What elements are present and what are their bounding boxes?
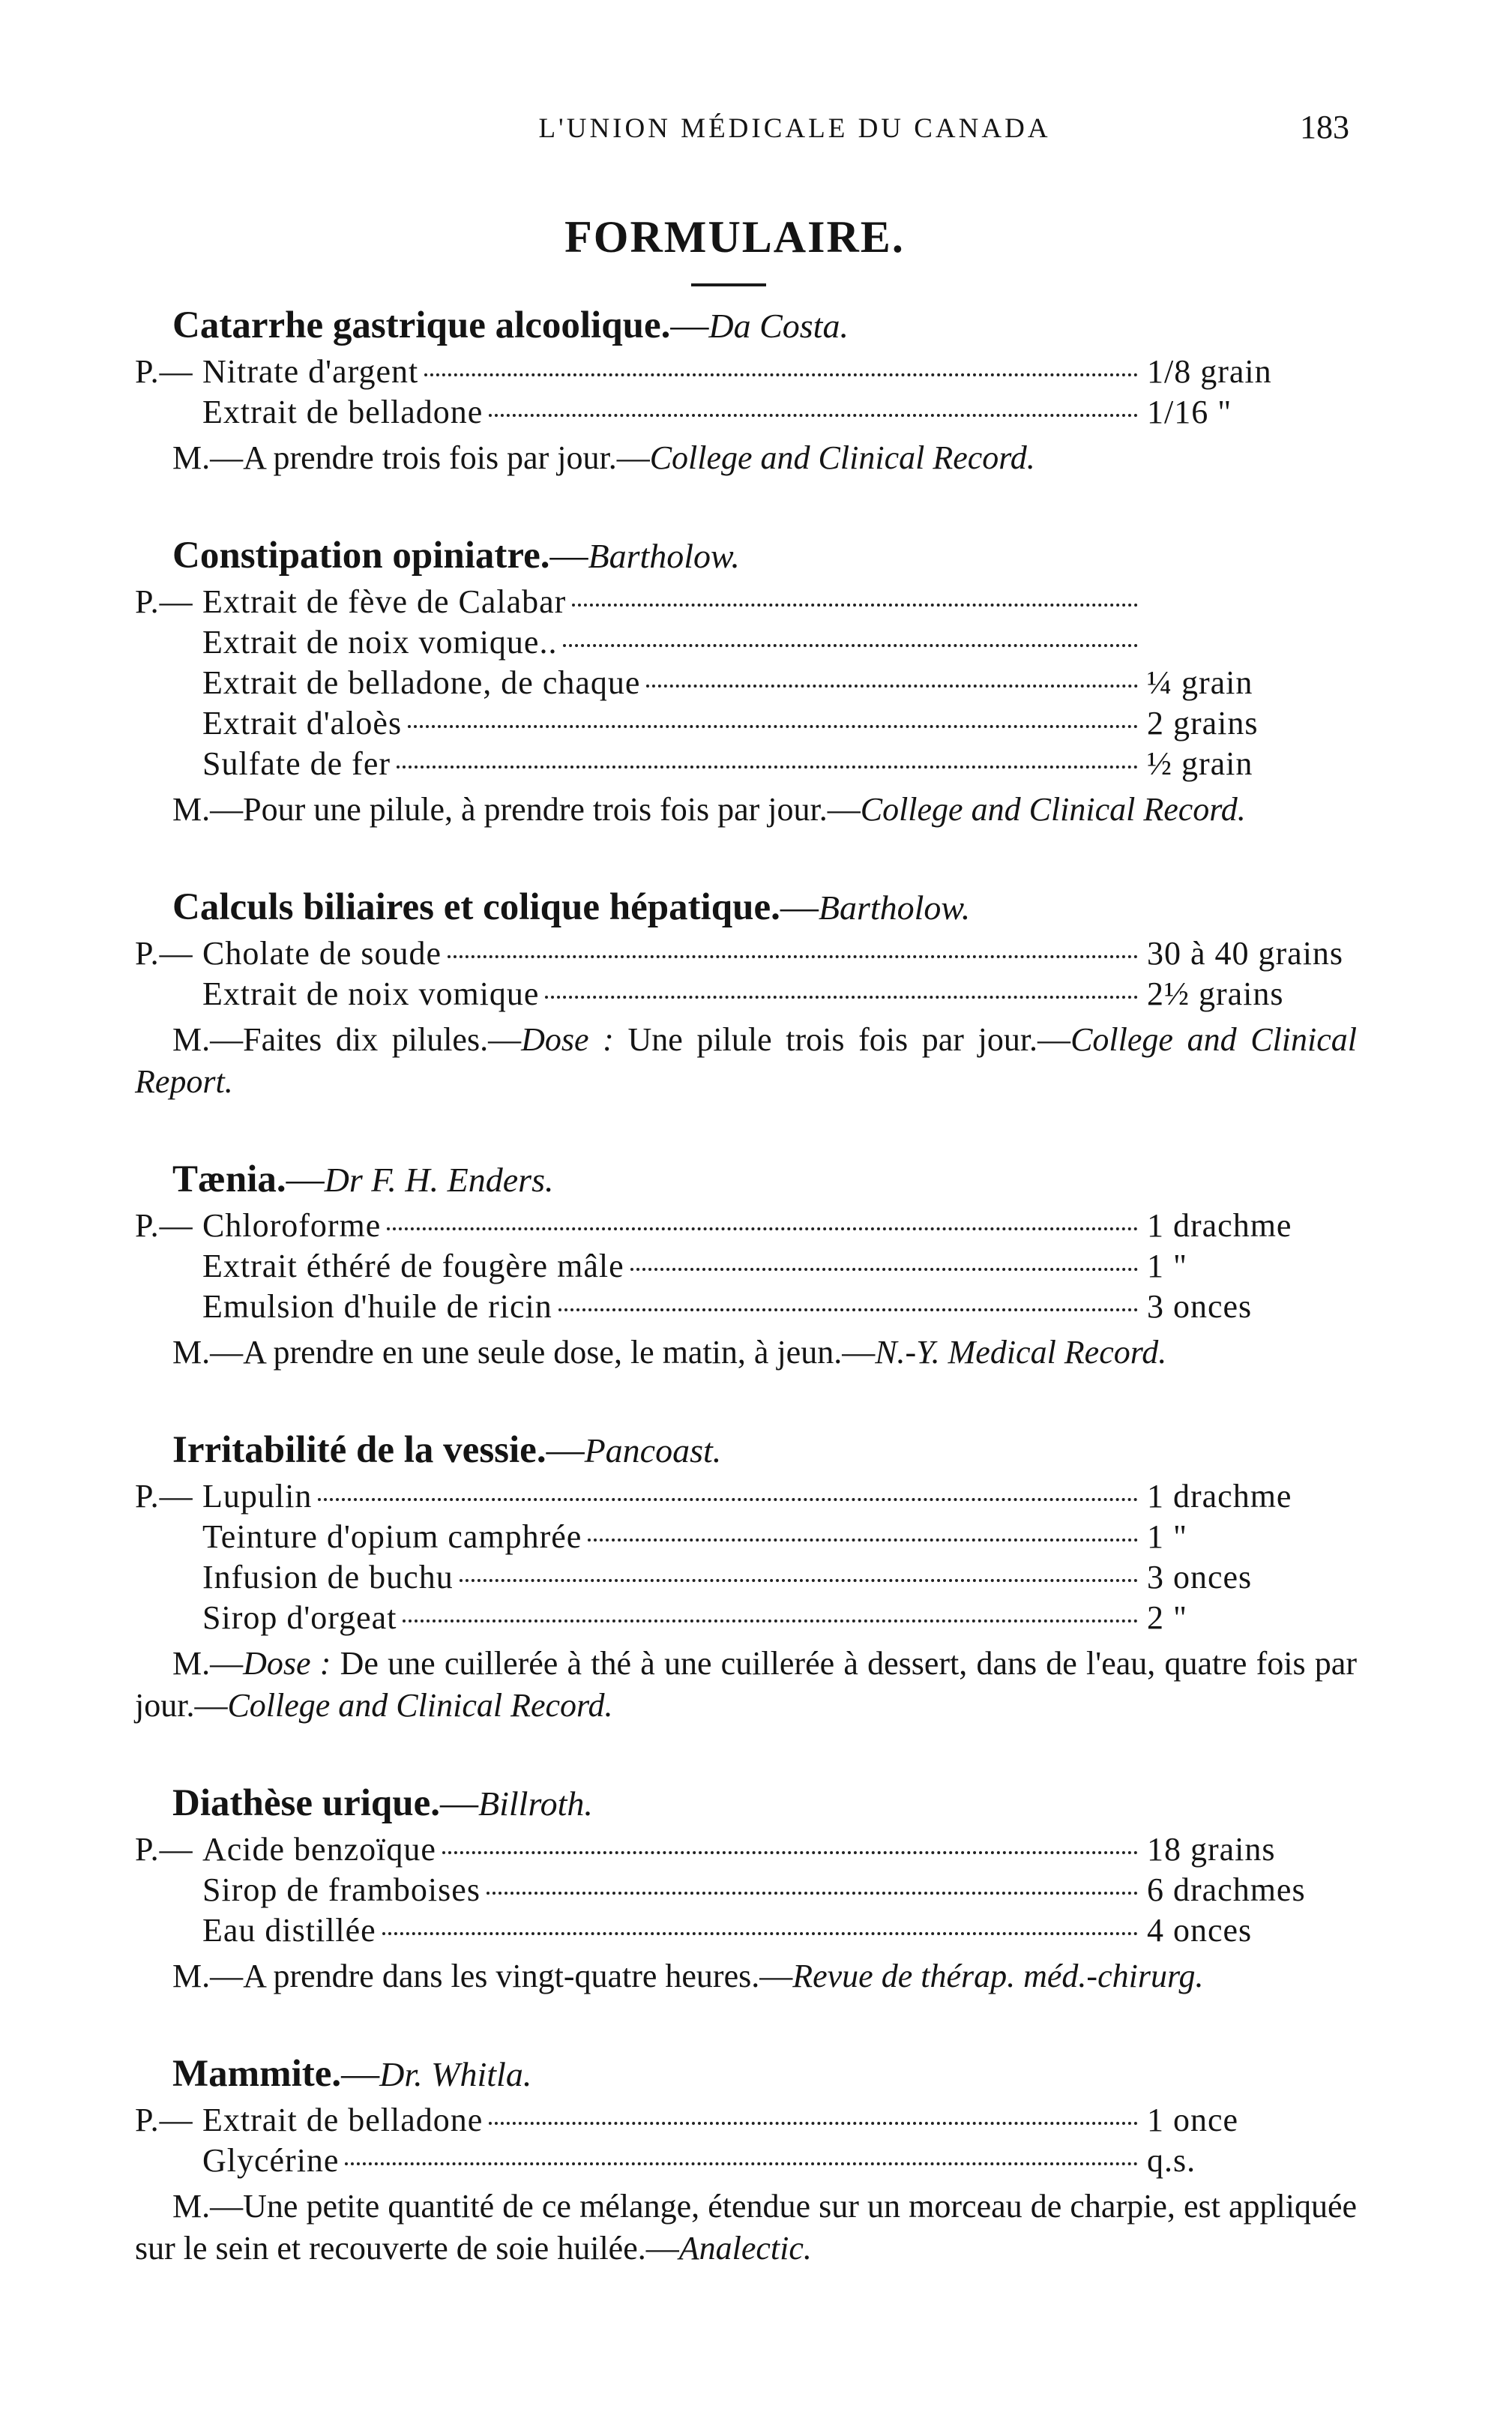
ingredient-quantity: 2½ grains <box>1147 975 1284 1012</box>
ingredient-name: Sirop de framboises <box>202 1871 481 1908</box>
ingredient-name: Teinture d'opium camphrée <box>202 1518 582 1555</box>
recipe <box>135 530 1357 831</box>
ingredient-row <box>135 1557 1357 1598</box>
ingredient-quantity: 4 onces <box>1147 1912 1253 1949</box>
recipe-name: Diathèse urique. <box>172 1782 440 1824</box>
leader-dots <box>408 725 1138 728</box>
ingredient-quantity: 1 drachme <box>1147 1478 1292 1515</box>
ingredient-quantity: 1/16 " <box>1147 394 1232 430</box>
ingredient-name: Eau distillée <box>202 1912 376 1949</box>
recipe-title: Catarrhe gastrique alcoolique.—Da Costa. <box>172 304 849 346</box>
recipe-author: Dr. Whitla. <box>379 2055 532 2093</box>
mix-prefix: M.— <box>172 1645 244 1682</box>
ingredient-prefix: P.— <box>135 935 193 972</box>
leader-dots <box>646 685 1138 688</box>
leader-dots <box>442 1851 1138 1854</box>
ingredient-name: Emulsion d'huile de ricin <box>202 1288 552 1325</box>
ingredient-quantity: 1 drachme <box>1147 1207 1292 1244</box>
ingredient-name: Extrait de noix vomique.. <box>202 624 558 661</box>
leader-dots <box>545 996 1138 999</box>
journal-title: L'UNION MÉDICALE DU CANADA <box>538 113 1051 144</box>
ingredient-row <box>135 1206 1357 1246</box>
leader-dots <box>487 1892 1138 1895</box>
ingredient-quantity: 1/8 grain <box>1147 353 1272 390</box>
ingredient-name: Lupulin <box>202 1478 313 1515</box>
leader-dots <box>630 1268 1138 1271</box>
ingredient-row <box>135 933 1357 974</box>
ingredient-quantity: 1 " <box>1147 1518 1187 1555</box>
leader-dots <box>448 955 1138 958</box>
ingredient-row <box>135 392 1357 433</box>
leader-dots <box>489 414 1138 417</box>
source-citation: Analectic. <box>678 2230 812 2267</box>
dose-text: Une pilule trois fois par jour.— <box>613 1021 1071 1058</box>
recipe-name: Calculs biliaires et colique hépatique. <box>172 886 780 928</box>
title-rule <box>691 283 766 286</box>
mix-text: Pour une pilule, à prendre trois fois par jour.— <box>243 791 861 828</box>
ingredient-row <box>135 703 1357 744</box>
recipe-name: Constipation opiniatre. <box>172 535 550 577</box>
ingredient-quantity: ½ grain <box>1147 745 1253 782</box>
ingredient-quantity: 6 drachmes <box>1147 1871 1306 1908</box>
recipe-author: Dr F. H. Enders. <box>324 1161 554 1199</box>
ingredient-row <box>135 2141 1357 2181</box>
ingredient-quantity: 1 once <box>1147 2102 1239 2138</box>
source-citation: College and Clinical Record. <box>649 439 1035 476</box>
ingredient-quantity: 2 " <box>1147 1599 1187 1636</box>
ingredient-prefix: P.— <box>135 353 193 390</box>
ingredient-row <box>135 1598 1357 1638</box>
mixing-instructions <box>135 789 1357 831</box>
ingredient-row <box>135 663 1357 703</box>
mix-prefix: M.— <box>172 1958 244 1994</box>
ingredient-row <box>135 1829 1357 1870</box>
section-title: FORMULAIRE. <box>564 212 905 262</box>
ingredient-row <box>135 744 1357 784</box>
mixing-instructions <box>135 1332 1357 1374</box>
dose-label: Dose : <box>243 1645 331 1682</box>
ingredient-name: Extrait de belladone <box>202 394 484 430</box>
recipe-author: Pancoast. <box>584 1431 722 1470</box>
recipe-author: Da Costa. <box>708 307 849 345</box>
ingredient-name: Infusion de buchu <box>202 1559 454 1596</box>
ingredient-quantity: 2 grains <box>1147 705 1259 742</box>
ingredient-row <box>135 974 1357 1014</box>
mix-text: A prendre dans les vingt-quatre heures.— <box>243 1958 793 1994</box>
mix-text: A prendre en une seule dose, le matin, à jeun.— <box>243 1334 876 1371</box>
ingredient-quantity: 18 grains <box>1147 1831 1276 1868</box>
recipe-author: Billroth. <box>478 1784 593 1823</box>
leader-dots <box>424 373 1138 376</box>
mix-prefix: M.— <box>172 1021 244 1058</box>
ingredient-name: Extrait de belladone, de chaque <box>202 664 641 701</box>
ingredient-name: Extrait éthéré de fougère mâle <box>202 1248 624 1284</box>
recipe-title: Constipation opiniatre.—Bartholow. <box>172 535 740 577</box>
ingredient-quantity: 1 " <box>1147 1248 1187 1284</box>
ingredient-row <box>135 1517 1357 1557</box>
leader-dots <box>588 1539 1138 1542</box>
source-citation: Revue de thérap. méd.-chirurg. <box>792 1958 1204 1994</box>
ingredient-prefix: P.— <box>135 1831 193 1868</box>
leader-dots <box>572 604 1138 607</box>
leader-dots <box>563 644 1138 647</box>
recipe <box>135 300 1357 479</box>
ingredient-name: Glycérine <box>202 2142 340 2179</box>
mix-text: A prendre trois fois par jour.— <box>243 439 650 476</box>
ingredient-quantity: ¼ grain <box>1147 664 1253 701</box>
recipe <box>135 1154 1357 1374</box>
ingredient-prefix: P.— <box>135 2102 193 2138</box>
recipe-name: Mammite. <box>172 2053 342 2095</box>
leader-dots <box>397 766 1138 769</box>
recipe <box>135 2048 1357 2270</box>
ingredient-row <box>135 1287 1357 1327</box>
recipe-name: Irritabilité de la vessie. <box>172 1429 546 1471</box>
leader-dots <box>460 1579 1138 1582</box>
mix-prefix: M.— <box>172 439 244 476</box>
recipe-title: Mammite.—Dr. Whitla. <box>172 2053 532 2095</box>
ingredient-row <box>135 352 1357 392</box>
ingredient-quantity: q.s. <box>1147 2142 1196 2179</box>
recipe-title: Irritabilité de la vessie.—Pancoast. <box>172 1429 722 1471</box>
recipe <box>135 1425 1357 1727</box>
ingredient-name: Extrait de belladone <box>202 2102 484 2138</box>
source-citation: N.-Y. Medical Record. <box>875 1334 1167 1371</box>
leader-dots <box>345 2162 1138 2165</box>
source-citation: College and Clinical Record. <box>860 791 1246 828</box>
page-number: 183 <box>1300 109 1349 145</box>
recipe <box>135 882 1357 1103</box>
recipe-title: Tænia.—Dr F. H. Enders. <box>172 1158 554 1200</box>
mix-prefix: M.— <box>172 2188 244 2225</box>
recipe-title: Diathèse urique.—Billroth. <box>172 1782 593 1824</box>
leader-dots <box>489 2122 1138 2125</box>
ingredient-row <box>135 1870 1357 1910</box>
ingredient-row <box>135 1246 1357 1287</box>
mixing-instructions <box>135 437 1357 479</box>
leader-dots <box>558 1308 1138 1311</box>
ingredient-row <box>135 1476 1357 1517</box>
mix-text: De une cuillerée à thé à une cuillerée à dessert, dans de l'eau, quatre fois par jour.— <box>135 1645 1357 1724</box>
ingredient-quantity: 30 à 40 grains <box>1147 935 1344 972</box>
ingredient-prefix: P.— <box>135 1478 193 1515</box>
leader-dots <box>387 1227 1138 1230</box>
source-citation: College and Clinical Report. <box>135 1021 1357 1100</box>
ingredient-row <box>135 582 1357 622</box>
ingredient-name: Chloroforme <box>202 1207 382 1244</box>
mix-text: Faites dix pilules.— <box>243 1021 522 1058</box>
ingredient-name: Extrait de noix vomique <box>202 975 540 1012</box>
ingredient-row <box>135 1910 1357 1951</box>
ingredient-name: Extrait d'aloès <box>202 705 403 742</box>
ingredient-quantity: 3 onces <box>1147 1559 1253 1596</box>
ingredient-name: Sulfate de fer <box>202 745 391 782</box>
recipe-author: Bartholow. <box>588 537 740 575</box>
recipe-title: Calculs biliaires et colique hépatique.—Bartholow. <box>172 886 971 928</box>
recipe-name: Tænia. <box>172 1158 286 1200</box>
recipe-author: Bartholow. <box>818 888 971 927</box>
mix-prefix: M.— <box>172 1334 244 1371</box>
mixing-instructions <box>135 1955 1357 1997</box>
ingredient-row <box>135 2100 1357 2141</box>
recipe-name: Catarrhe gastrique alcoolique. <box>172 304 671 346</box>
ingredient-name: Cholate de soude <box>202 935 442 972</box>
ingredient-prefix: P.— <box>135 583 193 620</box>
recipe-list <box>135 300 1357 2321</box>
recipe <box>135 1778 1357 1997</box>
leader-dots <box>318 1498 1138 1501</box>
ingredient-name: Nitrate d'argent <box>202 353 419 390</box>
dose-label: Dose : <box>521 1021 614 1058</box>
mixing-instructions <box>135 2186 1357 2270</box>
running-header <box>135 109 1349 157</box>
ingredient-row <box>135 622 1357 663</box>
ingredient-name: Acide benzoïque <box>202 1831 436 1868</box>
ingredient-name: Sirop d'orgeat <box>202 1599 397 1636</box>
mixing-instructions <box>135 1019 1357 1103</box>
mix-text: Une petite quantité de ce mélange, étendue sur un morceau de charpie, est appliquée sur le sein et recouverte de soie huilée.— <box>135 2188 1357 2267</box>
ingredient-quantity: 3 onces <box>1147 1288 1253 1325</box>
source-citation: College and Clinical Record. <box>227 1687 613 1724</box>
ingredient-name: Extrait de fève de Calabar <box>202 583 567 620</box>
leader-dots <box>382 1932 1138 1935</box>
ingredient-prefix: P.— <box>135 1207 193 1244</box>
mix-prefix: M.— <box>172 791 244 828</box>
leader-dots <box>403 1619 1138 1622</box>
mixing-instructions <box>135 1643 1357 1727</box>
